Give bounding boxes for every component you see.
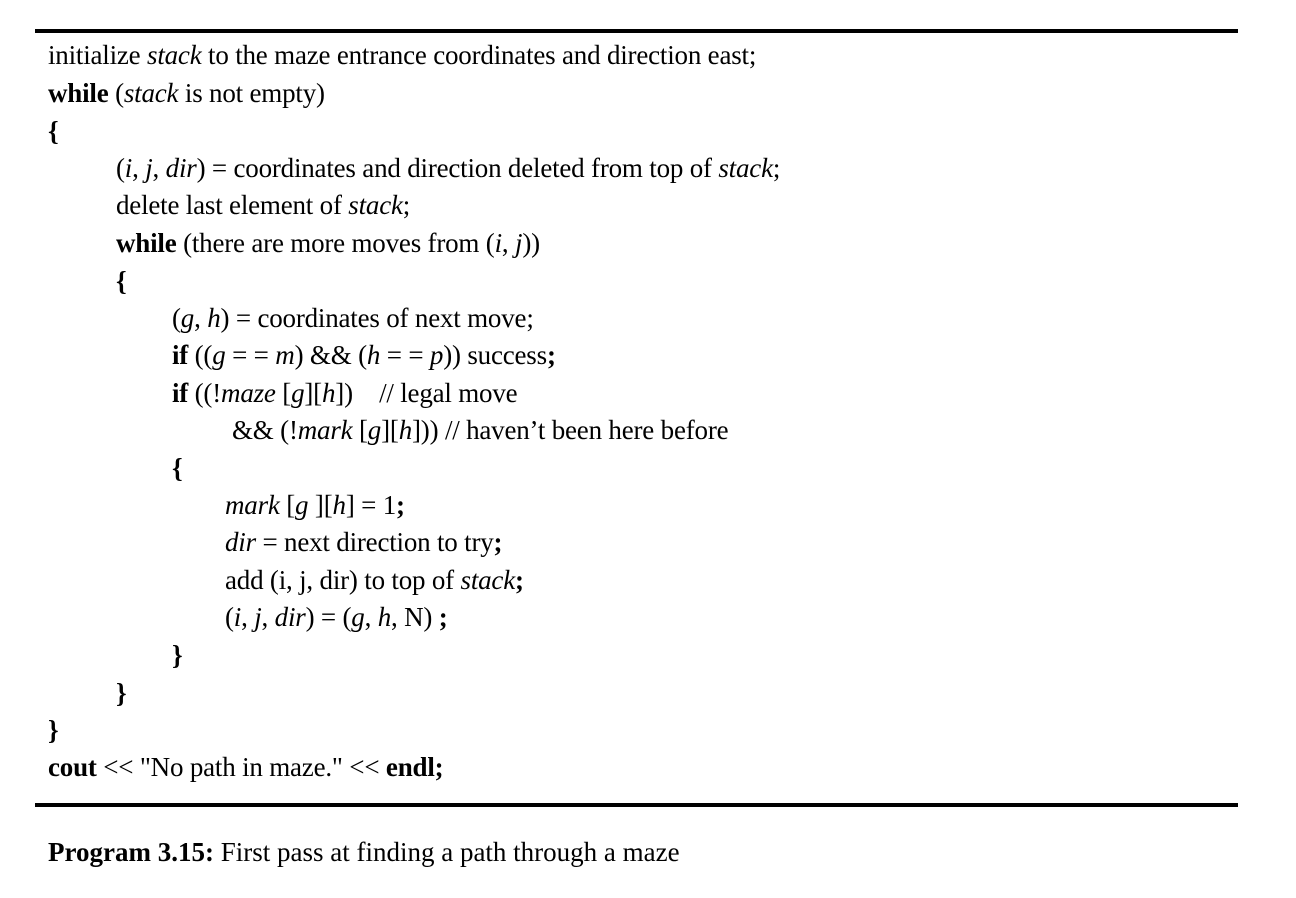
code-line-18: } <box>116 678 127 708</box>
code-line-20: cout << "No path in maze." << endl; <box>48 752 444 782</box>
keyword-if: if <box>172 378 189 408</box>
bottom-rule <box>35 803 1238 807</box>
code-line-8: (g, h) = coordinates of next move; <box>172 303 534 333</box>
keyword-if: if <box>172 340 189 370</box>
code-line-4: (i, j, dir) = coordinates and direction deleted from top of stack; <box>116 153 781 183</box>
caption-label: Program 3.15: <box>48 837 214 867</box>
code-line-15: add (i, j, dir) to top of stack; <box>225 565 524 595</box>
keyword-cout: cout <box>48 752 97 782</box>
code-line-5: delete last element of stack; <box>116 190 411 220</box>
keyword-while: while <box>116 228 177 258</box>
code-line-7: { <box>116 266 127 296</box>
keyword-while: while <box>48 78 109 108</box>
code-line-17: } <box>172 640 183 670</box>
code-line-12: { <box>172 453 183 483</box>
code-line-19: } <box>48 715 59 745</box>
code-line-13: mark [g ][h] = 1; <box>225 490 405 520</box>
code-line-16: (i, j, dir) = (g, h, N) ; <box>225 602 448 632</box>
code-line-10: if ((!maze [g][h]) // legal move <box>172 378 518 408</box>
code-line-9: if ((g = = m) && (h = = p)) success; <box>172 340 556 370</box>
code-line-2: while (stack is not empty) <box>48 78 325 108</box>
code-line-11: && (!mark [g][h])) // haven’t been here before <box>232 415 729 445</box>
code-line-14: dir = next direction to try; <box>225 527 503 557</box>
caption-text: First pass at finding a path through a maze <box>213 837 680 867</box>
code-line-6: while (there are more moves from (i, j)) <box>116 228 540 258</box>
code-line-3: { <box>48 116 59 146</box>
code-line-1: initialize stack to the maze entrance coordinates and direction east; <box>48 40 757 70</box>
program-caption <box>48 835 680 869</box>
